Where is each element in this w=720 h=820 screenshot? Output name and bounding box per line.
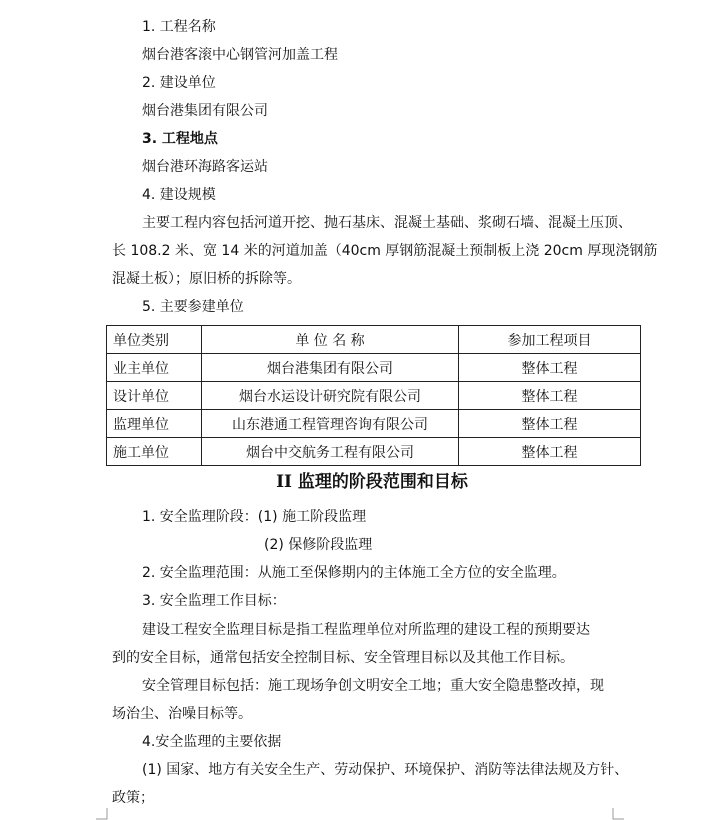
- scale-paragraph-line: 混凝土板）；原旧桥的拆除等。: [112, 271, 301, 287]
- table-cell: 监理单位: [107, 410, 202, 438]
- section-location-value: 烟台港环海路客运站: [142, 159, 268, 175]
- section-project-name-label: 1. 工程名称: [142, 19, 216, 35]
- goal-paragraph-line: 建设工程安全监理目标是指工程监理单位对所监理的建设工程的预期要达: [142, 622, 590, 638]
- table-header-cell: 单 位 名 称: [202, 326, 459, 354]
- clipped-header-text: [345, 0, 435, 3]
- table-cell: 烟台水运设计研究院有限公司: [202, 382, 459, 410]
- table-cell: 业主单位: [107, 354, 202, 382]
- section-builder-value: 烟台港集团有限公司: [142, 103, 268, 119]
- table-cell: 烟台港集团有限公司: [202, 354, 459, 382]
- basis-paragraph-line: 政策；: [112, 790, 154, 806]
- management-goal-line: 安全管理目标包括：施工现场争创文明安全工地；重大安全隐患整改掉，现: [142, 678, 604, 694]
- table-cell: 山东港通工程管理咨询有限公司: [202, 410, 459, 438]
- chapter-heading: II 监理的阶段范围和目标: [276, 472, 468, 492]
- table-cell: 整体工程: [459, 410, 641, 438]
- participants-table: [106, 325, 641, 466]
- scale-paragraph-line: 长 108.2 米、宽 14 米的河道加盖（40cm 厚钢筋混凝土预制板上浇 20cm 厚现浇钢筋: [112, 243, 658, 259]
- table-row: [107, 354, 641, 382]
- table-row: [107, 382, 641, 410]
- scale-paragraph-line: 主要工程内容包括河道开挖、抛石基床、混凝土基础、浆砌石墙、混凝土压顶、: [142, 215, 632, 231]
- section-project-name-value: 烟台港客滚中心钢管河加盖工程: [142, 47, 338, 63]
- supervision-stage-item: (2) 保修阶段监理: [264, 537, 373, 553]
- table-row: [107, 438, 641, 466]
- basis-paragraph-line: (1) 国家、地方有关安全生产、劳动保护、环境保护、消防等法律法规及方针、: [142, 762, 629, 778]
- section-location-label: 3. 工程地点: [142, 131, 218, 147]
- supervision-stage-item: 1. 安全监理阶段：(1) 施工阶段监理: [142, 509, 367, 525]
- table-cell: 设计单位: [107, 382, 202, 410]
- table-cell: 整体工程: [459, 354, 641, 382]
- supervision-goal-item: 3. 安全监理工作目标：: [142, 593, 286, 609]
- table-header-row: [107, 326, 641, 354]
- supervision-scope-item: 2. 安全监理范围：从施工至保修期内的主体施工全方位的安全监理。: [142, 565, 566, 581]
- management-goal-line: 场治尘、治噪目标等。: [112, 706, 252, 722]
- table-cell: 烟台中交航务工程有限公司: [202, 438, 459, 466]
- table-header-cell: 参加工程项目: [459, 326, 641, 354]
- table-header-cell: 单位类别: [107, 326, 202, 354]
- table-cell: 施工单位: [107, 438, 202, 466]
- page-corner-mark: [96, 808, 108, 820]
- basis-item: 4.安全监理的主要依据: [142, 734, 282, 750]
- section-scale-label: 4. 建设规模: [142, 187, 216, 203]
- table-cell: 整体工程: [459, 438, 641, 466]
- page-corner-mark: [612, 808, 624, 820]
- section-builder-label: 2. 建设单位: [142, 75, 216, 91]
- section-participants-label: 5. 主要参建单位: [142, 299, 244, 315]
- goal-paragraph-line: 到的安全目标，通常包括安全控制目标、安全管理目标以及其他工作目标。: [112, 650, 574, 666]
- table-cell: 整体工程: [459, 382, 641, 410]
- table-row: [107, 410, 641, 438]
